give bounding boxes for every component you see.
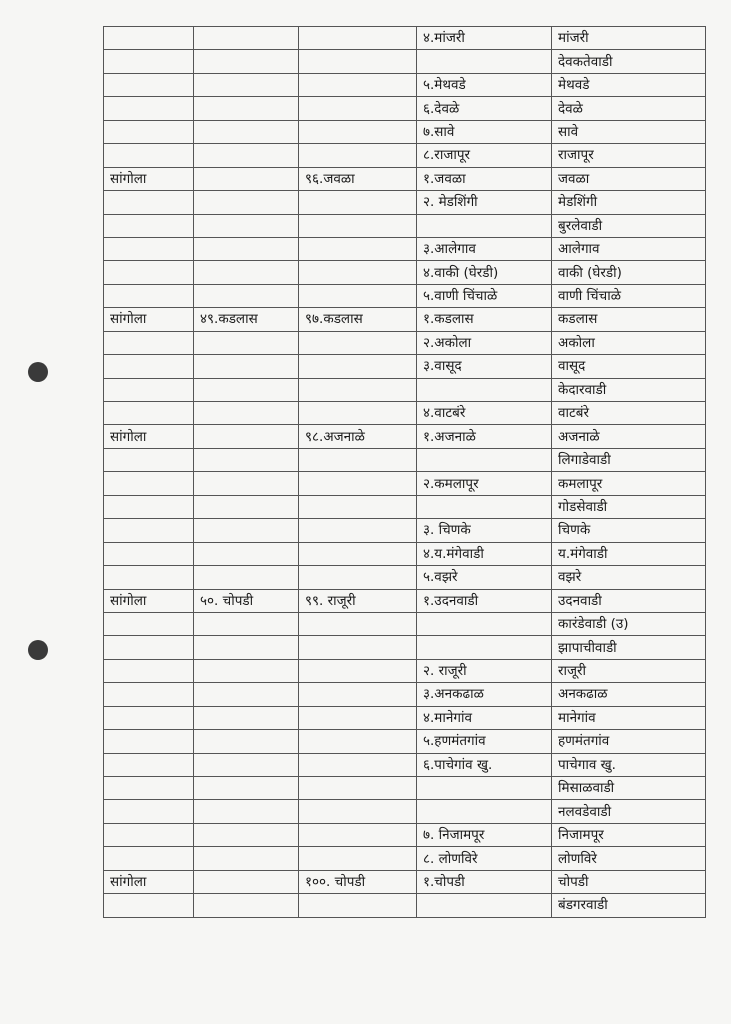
table-row (104, 144, 706, 167)
panchayat-cell (299, 355, 417, 378)
punch-hole-top (28, 362, 48, 382)
circle-cell (194, 214, 299, 237)
village-number-cell: ५.वझरे (417, 566, 552, 589)
circle-cell: ४९.कडलास (194, 308, 299, 331)
village-number-cell: २. राजूरी (417, 659, 552, 682)
village-name-cell: वाकी (घेरडी) (552, 261, 706, 284)
taluka-cell (104, 73, 194, 96)
village-number-cell (417, 636, 552, 659)
table-row (104, 495, 706, 518)
taluka-cell: सांगोला (104, 589, 194, 612)
village-number-cell: १.चोपडी (417, 870, 552, 893)
table-row (104, 261, 706, 284)
panchayat-cell (299, 495, 417, 518)
village-name-cell: केदारवाडी (552, 378, 706, 401)
village-number-cell: ३.अनकढाळ (417, 683, 552, 706)
taluka-cell (104, 823, 194, 846)
village-number-cell (417, 495, 552, 518)
table-row (104, 378, 706, 401)
panchayat-cell (299, 800, 417, 823)
panchayat-cell (299, 331, 417, 354)
taluka-cell (104, 214, 194, 237)
circle-cell (194, 120, 299, 143)
village-number-cell: ७.सावे (417, 120, 552, 143)
punch-hole-bottom (28, 640, 48, 660)
village-number-cell: ३. चिणके (417, 519, 552, 542)
circle-cell (194, 753, 299, 776)
circle-cell (194, 777, 299, 800)
circle-cell (194, 659, 299, 682)
circle-cell (194, 870, 299, 893)
village-number-cell (417, 800, 552, 823)
village-number-cell: ७. निजामपूर (417, 823, 552, 846)
taluka-cell (104, 27, 194, 50)
taluka-cell (104, 683, 194, 706)
taluka-cell (104, 519, 194, 542)
village-name-cell: लिगाडेवाडी (552, 448, 706, 471)
table-row (104, 636, 706, 659)
panchayat-cell (299, 261, 417, 284)
panchayat-cell: ९९. राजूरी (299, 589, 417, 612)
circle-cell: ५०. चोपडी (194, 589, 299, 612)
circle-cell (194, 847, 299, 870)
village-table (103, 26, 706, 918)
village-number-cell: २.अकोला (417, 331, 552, 354)
panchayat-cell (299, 378, 417, 401)
panchayat-cell (299, 753, 417, 776)
table-row (104, 402, 706, 425)
circle-cell (194, 566, 299, 589)
village-name-cell: उदनवाडी (552, 589, 706, 612)
panchayat-cell (299, 636, 417, 659)
taluka-cell (104, 331, 194, 354)
village-name-cell: सावे (552, 120, 706, 143)
village-name-cell: अजनाळे (552, 425, 706, 448)
table-row (104, 519, 706, 542)
village-number-cell: ५.वाणी चिंचाळे (417, 284, 552, 307)
village-name-cell: अकोला (552, 331, 706, 354)
table-row (104, 308, 706, 331)
village-name-cell: बंडगरवाडी (552, 894, 706, 917)
village-name-cell: वाणी चिंचाळे (552, 284, 706, 307)
table-row (104, 777, 706, 800)
village-number-cell: ८. लोणविरे (417, 847, 552, 870)
taluka-cell (104, 542, 194, 565)
village-name-cell: चिणके (552, 519, 706, 542)
taluka-cell (104, 472, 194, 495)
table-row (104, 120, 706, 143)
village-name-cell: कारंडेवाडी (उ) (552, 612, 706, 635)
panchayat-cell (299, 612, 417, 635)
circle-cell (194, 167, 299, 190)
table-row (104, 800, 706, 823)
village-name-cell: आलेगाव (552, 237, 706, 260)
village-name-cell: पाचेगाव खु. (552, 753, 706, 776)
circle-cell (194, 542, 299, 565)
table-row (104, 448, 706, 471)
table-row (104, 27, 706, 50)
table-row (104, 331, 706, 354)
table-row (104, 706, 706, 729)
taluka-cell (104, 894, 194, 917)
taluka-cell (104, 237, 194, 260)
village-name-cell: झापाचीवाडी (552, 636, 706, 659)
circle-cell (194, 261, 299, 284)
circle-cell (194, 519, 299, 542)
village-name-cell: वझरे (552, 566, 706, 589)
panchayat-cell (299, 472, 417, 495)
village-name-cell: य.मंगेवाडी (552, 542, 706, 565)
village-number-cell: ८.राजापूर (417, 144, 552, 167)
circle-cell (194, 472, 299, 495)
village-name-cell: वाटबंरे (552, 402, 706, 425)
village-number-cell: ३.वासूद (417, 355, 552, 378)
circle-cell (194, 144, 299, 167)
village-name-cell: मांजरी (552, 27, 706, 50)
circle-cell (194, 27, 299, 50)
village-number-cell: ३.आलेगाव (417, 237, 552, 260)
village-number-cell: १.अजनाळे (417, 425, 552, 448)
circle-cell (194, 73, 299, 96)
village-number-cell (417, 448, 552, 471)
village-number-cell (417, 894, 552, 917)
taluka-cell (104, 50, 194, 73)
taluka-cell (104, 612, 194, 635)
circle-cell (194, 495, 299, 518)
table-body (104, 27, 706, 918)
panchayat-cell (299, 894, 417, 917)
panchayat-cell (299, 683, 417, 706)
village-number-cell: ५.हणमंतगांव (417, 730, 552, 753)
taluka-cell: सांगोला (104, 308, 194, 331)
panchayat-cell: ९७.कडलास (299, 308, 417, 331)
taluka-cell (104, 566, 194, 589)
village-name-cell: देवळे (552, 97, 706, 120)
village-number-cell: ४.मांजरी (417, 27, 552, 50)
taluka-cell (104, 847, 194, 870)
village-name-cell: देवकतेवाडी (552, 50, 706, 73)
table-row (104, 683, 706, 706)
table-row (104, 542, 706, 565)
taluka-cell (104, 777, 194, 800)
village-number-cell: ४.वाकी (घेरडी) (417, 261, 552, 284)
taluka-cell (104, 191, 194, 214)
village-number-cell: २. मेडशिंगी (417, 191, 552, 214)
taluka-cell (104, 800, 194, 823)
panchayat-cell (299, 706, 417, 729)
village-name-cell: नलवडेवाडी (552, 800, 706, 823)
village-name-cell: चोपडी (552, 870, 706, 893)
taluka-cell: सांगोला (104, 425, 194, 448)
panchayat-cell (299, 402, 417, 425)
taluka-cell: सांगोला (104, 870, 194, 893)
village-name-cell: लोणविरे (552, 847, 706, 870)
table-row (104, 237, 706, 260)
village-number-cell: १.कडलास (417, 308, 552, 331)
village-number-cell: ४.य.मंगेवाडी (417, 542, 552, 565)
table-row (104, 167, 706, 190)
table-row (104, 730, 706, 753)
panchayat-cell: १००. चोपडी (299, 870, 417, 893)
circle-cell (194, 402, 299, 425)
table-row (104, 894, 706, 917)
circle-cell (194, 612, 299, 635)
circle-cell (194, 355, 299, 378)
table-row (104, 566, 706, 589)
village-name-cell: गोडसेवाडी (552, 495, 706, 518)
table-row (104, 612, 706, 635)
village-name-cell: कमलापूर (552, 472, 706, 495)
taluka-cell (104, 706, 194, 729)
panchayat-cell (299, 519, 417, 542)
taluka-cell (104, 730, 194, 753)
taluka-cell (104, 402, 194, 425)
circle-cell (194, 378, 299, 401)
table-row (104, 191, 706, 214)
table-row (104, 823, 706, 846)
circle-cell (194, 800, 299, 823)
panchayat-cell: ९६.जवळा (299, 167, 417, 190)
village-number-cell: ४.मानेगांव (417, 706, 552, 729)
table-row (104, 214, 706, 237)
table-row (104, 870, 706, 893)
circle-cell (194, 636, 299, 659)
village-number-cell (417, 777, 552, 800)
panchayat-cell (299, 120, 417, 143)
village-number-cell: १.जवळा (417, 167, 552, 190)
village-name-cell: बुरलेवाडी (552, 214, 706, 237)
village-number-cell: १.उदनवाडी (417, 589, 552, 612)
taluka-cell (104, 284, 194, 307)
circle-cell (194, 425, 299, 448)
table-row (104, 472, 706, 495)
panchayat-cell: ९८.अजनाळे (299, 425, 417, 448)
taluka-cell (104, 97, 194, 120)
table-row (104, 659, 706, 682)
circle-cell (194, 237, 299, 260)
panchayat-cell (299, 284, 417, 307)
table-row (104, 589, 706, 612)
taluka-cell: सांगोला (104, 167, 194, 190)
taluka-cell (104, 753, 194, 776)
panchayat-cell (299, 144, 417, 167)
panchayat-cell (299, 448, 417, 471)
village-name-cell: मानेगांव (552, 706, 706, 729)
panchayat-cell (299, 73, 417, 96)
table-row (104, 284, 706, 307)
village-number-cell (417, 612, 552, 635)
taluka-cell (104, 144, 194, 167)
village-number-cell: ६.देवळे (417, 97, 552, 120)
circle-cell (194, 706, 299, 729)
panchayat-cell (299, 191, 417, 214)
village-number-cell (417, 378, 552, 401)
taluka-cell (104, 355, 194, 378)
village-name-cell: राजापूर (552, 144, 706, 167)
village-name-cell: अनकढाळ (552, 683, 706, 706)
table-row (104, 97, 706, 120)
panchayat-cell (299, 730, 417, 753)
village-name-cell: हणमंतगांव (552, 730, 706, 753)
panchayat-cell (299, 542, 417, 565)
village-name-cell: राजूरी (552, 659, 706, 682)
taluka-cell (104, 659, 194, 682)
panchayat-cell (299, 659, 417, 682)
panchayat-cell (299, 823, 417, 846)
village-number-cell (417, 214, 552, 237)
village-name-cell: कडलास (552, 308, 706, 331)
taluka-cell (104, 378, 194, 401)
village-number-cell: ५.मेथवडे (417, 73, 552, 96)
circle-cell (194, 683, 299, 706)
circle-cell (194, 97, 299, 120)
circle-cell (194, 730, 299, 753)
village-name-cell: मिसाळवाडी (552, 777, 706, 800)
village-number-cell: ६.पाचेगांव खु. (417, 753, 552, 776)
circle-cell (194, 50, 299, 73)
panchayat-cell (299, 50, 417, 73)
village-number-cell: ४.वाटबंरे (417, 402, 552, 425)
taluka-cell (104, 495, 194, 518)
panchayat-cell (299, 97, 417, 120)
village-name-cell: मेडशिंगी (552, 191, 706, 214)
panchayat-cell (299, 214, 417, 237)
table-row (104, 355, 706, 378)
taluka-cell (104, 120, 194, 143)
taluka-cell (104, 636, 194, 659)
taluka-cell (104, 261, 194, 284)
village-number-cell (417, 50, 552, 73)
circle-cell (194, 894, 299, 917)
village-name-cell: जवळा (552, 167, 706, 190)
village-name-cell: निजामपूर (552, 823, 706, 846)
village-name-cell: वासूद (552, 355, 706, 378)
circle-cell (194, 823, 299, 846)
table-row (104, 50, 706, 73)
panchayat-cell (299, 847, 417, 870)
table-row (104, 753, 706, 776)
table-row (104, 73, 706, 96)
circle-cell (194, 284, 299, 307)
table-row (104, 425, 706, 448)
panchayat-cell (299, 777, 417, 800)
panchayat-cell (299, 566, 417, 589)
panchayat-cell (299, 237, 417, 260)
village-number-cell: २.कमलापूर (417, 472, 552, 495)
circle-cell (194, 191, 299, 214)
table-row (104, 847, 706, 870)
circle-cell (194, 331, 299, 354)
village-name-cell: मेथवडे (552, 73, 706, 96)
circle-cell (194, 448, 299, 471)
panchayat-cell (299, 27, 417, 50)
taluka-cell (104, 448, 194, 471)
